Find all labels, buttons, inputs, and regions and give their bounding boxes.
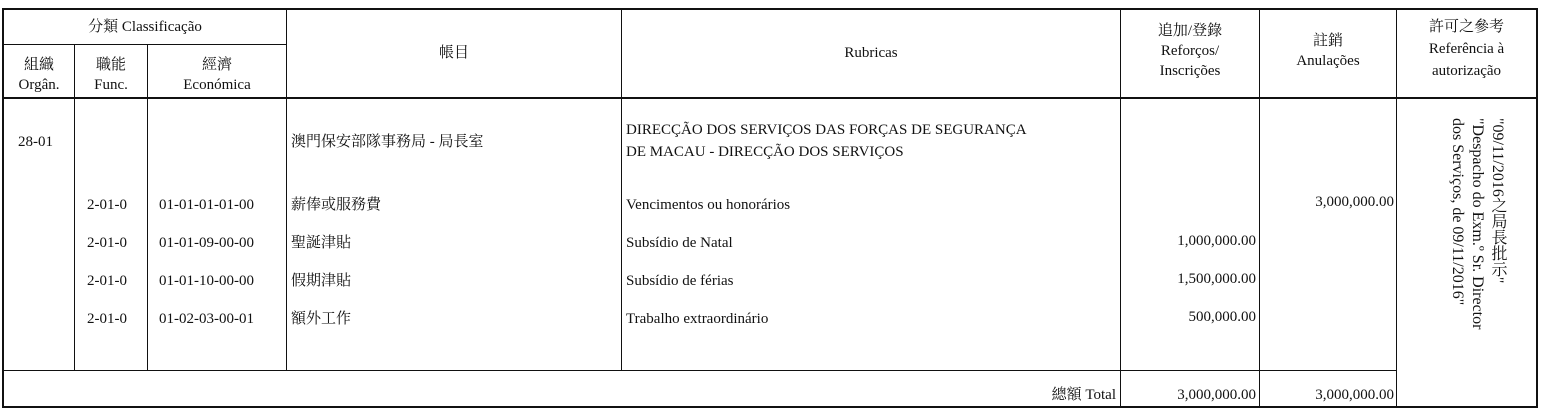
col-line-conta xyxy=(621,8,622,371)
econ-header-zh: 經濟 xyxy=(201,57,232,73)
referencia-header-zh: 許可之參考 xyxy=(1428,19,1504,35)
entity-name-pt-line2: DE MACAU - DIRECÇÃO DOS SERVIÇOS xyxy=(626,144,904,160)
item-name-zh: 額外工作 xyxy=(291,311,352,327)
referencia-header-pt2: autorização xyxy=(1431,63,1502,79)
conta-header: 帳目 xyxy=(438,45,469,61)
func-code: 2-01-0 xyxy=(87,235,127,251)
col-line-econ xyxy=(286,8,287,371)
classification-header: 分類 Classificação xyxy=(88,19,202,35)
organ-code: 28-01 xyxy=(18,134,53,150)
econ-header-pt: Económica xyxy=(183,77,251,93)
econ-code: 01-01-10-00-00 xyxy=(159,273,254,289)
reforcos-header-pt2: Inscrições xyxy=(1159,63,1221,79)
reforcos-header-pt1: Reforços/ xyxy=(1160,43,1220,59)
table-border-top xyxy=(2,8,1537,10)
referencia-header-pt1: Referência à xyxy=(1428,41,1505,57)
total-label: 總額 Total xyxy=(1051,387,1116,403)
func-code: 2-01-0 xyxy=(87,273,127,289)
item-name-zh: 薪俸或服務費 xyxy=(291,197,382,213)
func-code: 2-01-0 xyxy=(87,311,127,327)
organ-header-zh: 組織 xyxy=(23,57,54,73)
reforcos-value: 1,500,000.00 xyxy=(1177,271,1256,287)
rubricas-header: Rubricas xyxy=(844,45,898,61)
func-header-pt: Func. xyxy=(94,77,128,93)
total-anulacoes: 3,000,000.00 xyxy=(1315,387,1394,403)
authorization-line-2: "Despacho do Exm.º Sr. Director xyxy=(1469,118,1486,330)
item-name-zh: 假期津貼 xyxy=(291,273,352,289)
item-name-pt: Subsídio de férias xyxy=(626,273,734,289)
anulacoes-header-zh: 註銷 xyxy=(1312,33,1343,49)
header-bottom-line xyxy=(2,97,1537,99)
reforcos-value: 1,000,000.00 xyxy=(1177,233,1256,249)
anulacoes-header-pt: Anulações xyxy=(1296,53,1360,69)
item-name-pt: Subsídio de Natal xyxy=(626,235,733,251)
reforcos-value: 500,000.00 xyxy=(1188,309,1256,325)
func-code: 2-01-0 xyxy=(87,197,127,213)
item-name-zh: 聖誕津貼 xyxy=(291,235,352,251)
authorization-line-1: "09/11/2016之局長批示" xyxy=(1489,118,1506,284)
reforcos-header-zh: 追加/登錄 xyxy=(1157,23,1223,39)
table-border-right xyxy=(1536,8,1538,408)
anulacoes-value: 3,000,000.00 xyxy=(1315,194,1394,210)
entity-name-pt-line1: DIRECÇÃO DOS SERVIÇOS DAS FORÇAS DE SEGURANÇA xyxy=(626,122,1027,138)
econ-code: 01-01-01-01-00 xyxy=(159,197,254,213)
econ-code: 01-02-03-00-01 xyxy=(159,311,254,327)
authorization-line-3: dos Serviços, de 09/11/2016" xyxy=(1449,118,1466,306)
total-row-top-line xyxy=(2,370,1396,371)
item-name-pt: Trabalho extraordinário xyxy=(626,311,769,327)
total-reforcos: 3,000,000.00 xyxy=(1177,387,1256,403)
classification-divider xyxy=(2,44,287,45)
item-name-pt: Vencimentos ou honorários xyxy=(626,197,791,213)
econ-code: 01-01-09-00-00 xyxy=(159,235,254,251)
table-border-bottom xyxy=(2,406,1537,408)
func-header-zh: 職能 xyxy=(95,57,126,73)
organ-header-pt: Orgân. xyxy=(18,77,60,93)
authorization-reference xyxy=(1431,118,1507,388)
entity-name-zh: 澳門保安部隊事務局 - 局長室 xyxy=(291,134,484,150)
